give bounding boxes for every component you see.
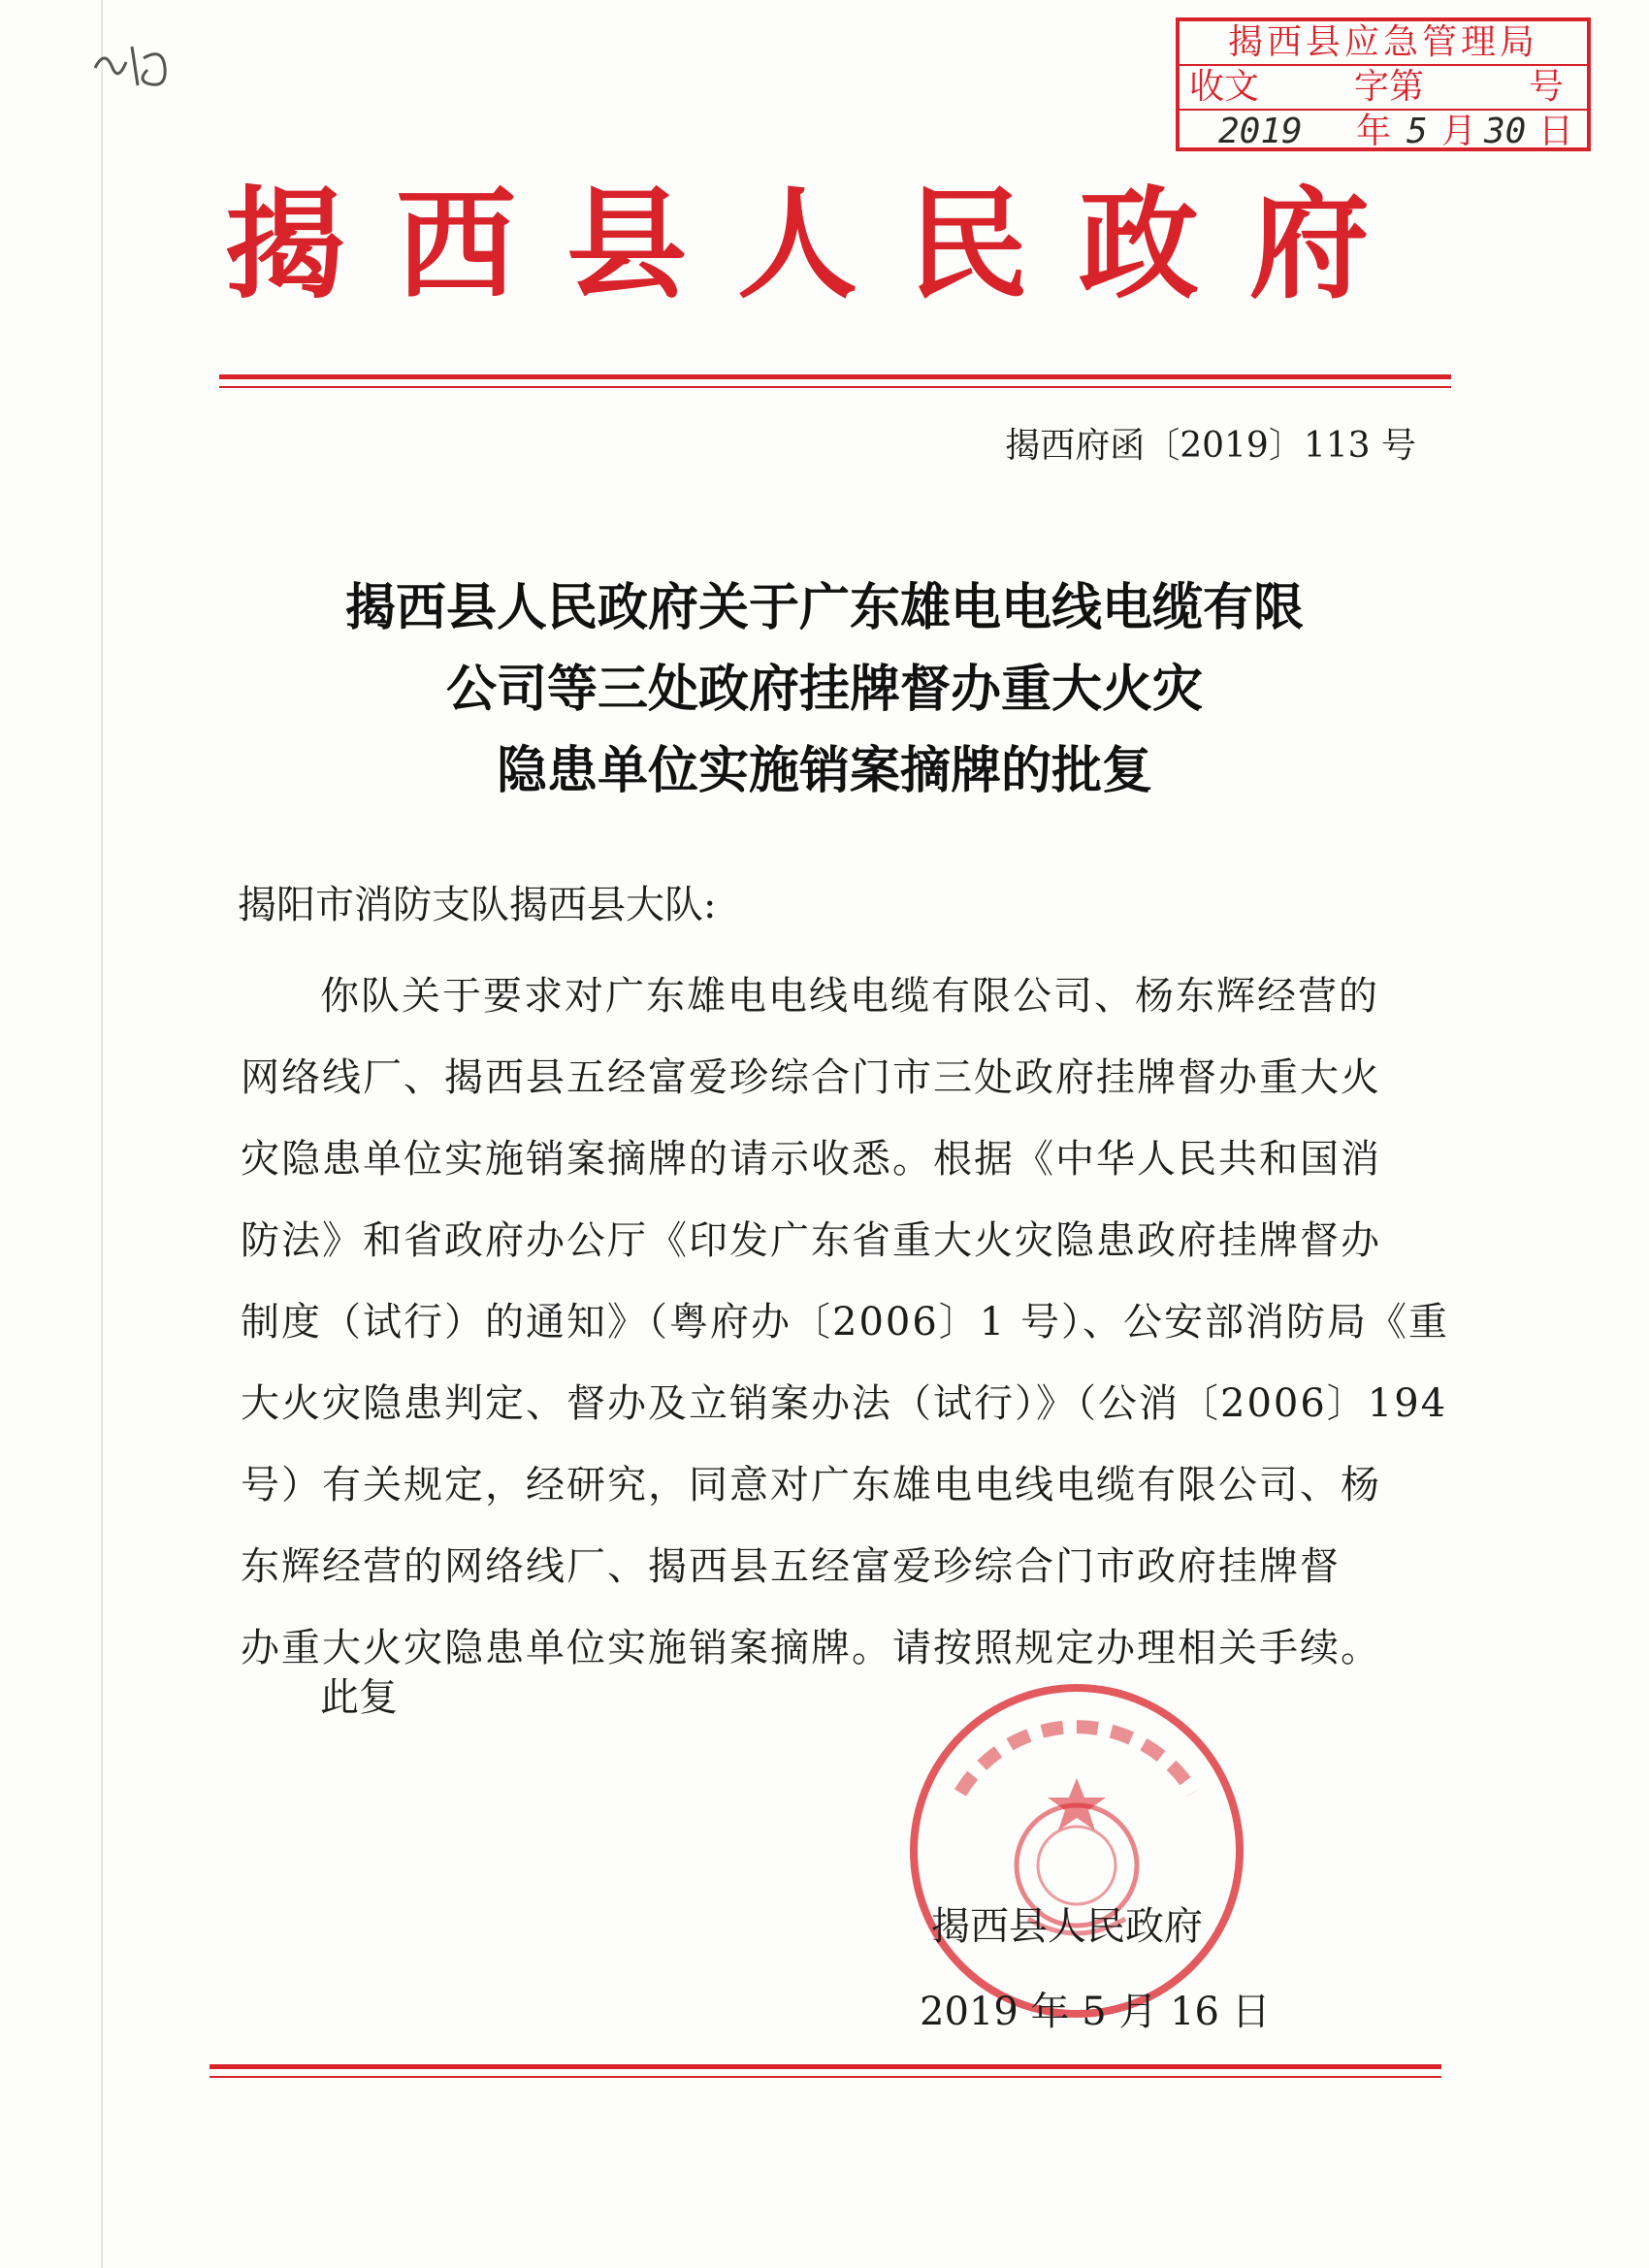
received-stamp-row-3 bbox=[1180, 111, 1587, 153]
received-month: 5 bbox=[1406, 112, 1428, 151]
body-line: 东辉经营的网络线厂、揭西县五经富爱珍综合门市政府挂牌督 bbox=[241, 1544, 1341, 1589]
received-year: 2019 bbox=[1218, 112, 1303, 151]
body-line: 防法》和省政府办公厅《印发广东省重大火灾隐患政府挂牌督办 bbox=[241, 1218, 1381, 1263]
body-line: 你队关于要求对广东雄电电线电缆有限公司、杨东辉经营的 bbox=[320, 974, 1379, 1019]
body-line: 网络线厂、揭西县五经富爱珍综合门市三处政府挂牌督办重大火 bbox=[241, 1055, 1381, 1100]
masthead-char: 府 bbox=[1248, 175, 1370, 315]
title-line: 隐患单位实施销案摘牌的批复 bbox=[496, 741, 1152, 800]
received-month-unit: 月 bbox=[1441, 112, 1477, 151]
body-line: 办重大火灾隐患单位实施销案摘牌。请按照规定办理相关手续。 bbox=[241, 1626, 1381, 1670]
handwritten-mark bbox=[85, 29, 202, 107]
received-stamp-row-2 bbox=[1180, 66, 1587, 111]
received-day: 30 bbox=[1484, 112, 1527, 151]
received-year-unit: 年 bbox=[1356, 112, 1392, 151]
signer: 揭西县人民政府 bbox=[931, 1904, 1203, 1949]
body-line: 制度（试行）的通知》（粤府办〔2006〕1 号）、公安部消防局《重 bbox=[241, 1300, 1449, 1345]
word-label: 字第 bbox=[1354, 67, 1425, 107]
masthead-char: 人 bbox=[736, 175, 857, 315]
received-day-unit: 日 bbox=[1538, 112, 1574, 151]
masthead-char: 揭 bbox=[225, 175, 346, 315]
masthead-char: 政 bbox=[1078, 175, 1199, 315]
sign-date: 2019 年 5 月 16 日 bbox=[920, 1990, 1271, 2034]
body-text bbox=[241, 956, 1449, 1689]
official-seal bbox=[902, 1676, 1251, 2025]
page-fold-line bbox=[101, 0, 103, 2268]
footer-red-rule bbox=[210, 2064, 1441, 2069]
header-red-rule bbox=[219, 374, 1451, 379]
masthead-char: 西 bbox=[395, 175, 516, 315]
addressee: 揭阳市消防支队揭西县大队: bbox=[238, 883, 717, 927]
document-title bbox=[233, 567, 1416, 812]
masthead-char: 县 bbox=[566, 175, 687, 315]
body-line: 号）有关规定，经研究，同意对广东雄电电线电缆有限公司、杨 bbox=[241, 1463, 1381, 1507]
body-line: 灾隐患单位实施销案摘牌的请示收悉。根据《中华人民共和国消 bbox=[241, 1137, 1381, 1182]
document-number: 揭西府函〔2019〕113 号 bbox=[1005, 426, 1416, 466]
masthead bbox=[225, 173, 1370, 318]
number-label: 号 bbox=[1529, 67, 1565, 107]
received-stamp bbox=[1176, 17, 1591, 151]
received-label: 收文 bbox=[1189, 67, 1260, 107]
masthead-char: 民 bbox=[907, 175, 1028, 315]
header-red-rule-thin bbox=[219, 386, 1451, 388]
closing-remark: 此复 bbox=[320, 1675, 398, 1720]
title-line: 公司等三处政府挂牌督办重大火灾 bbox=[445, 660, 1203, 719]
footer-red-rule-thin bbox=[210, 2076, 1441, 2078]
title-line: 揭西县人民政府关于广东雄电电线电缆有限 bbox=[344, 578, 1304, 637]
received-stamp-org: 揭西县应急管理局 bbox=[1180, 21, 1587, 66]
body-line: 大火灾隐患判定、督办及立销案办法（试行）》（公消〔2006〕194 bbox=[241, 1381, 1448, 1426]
